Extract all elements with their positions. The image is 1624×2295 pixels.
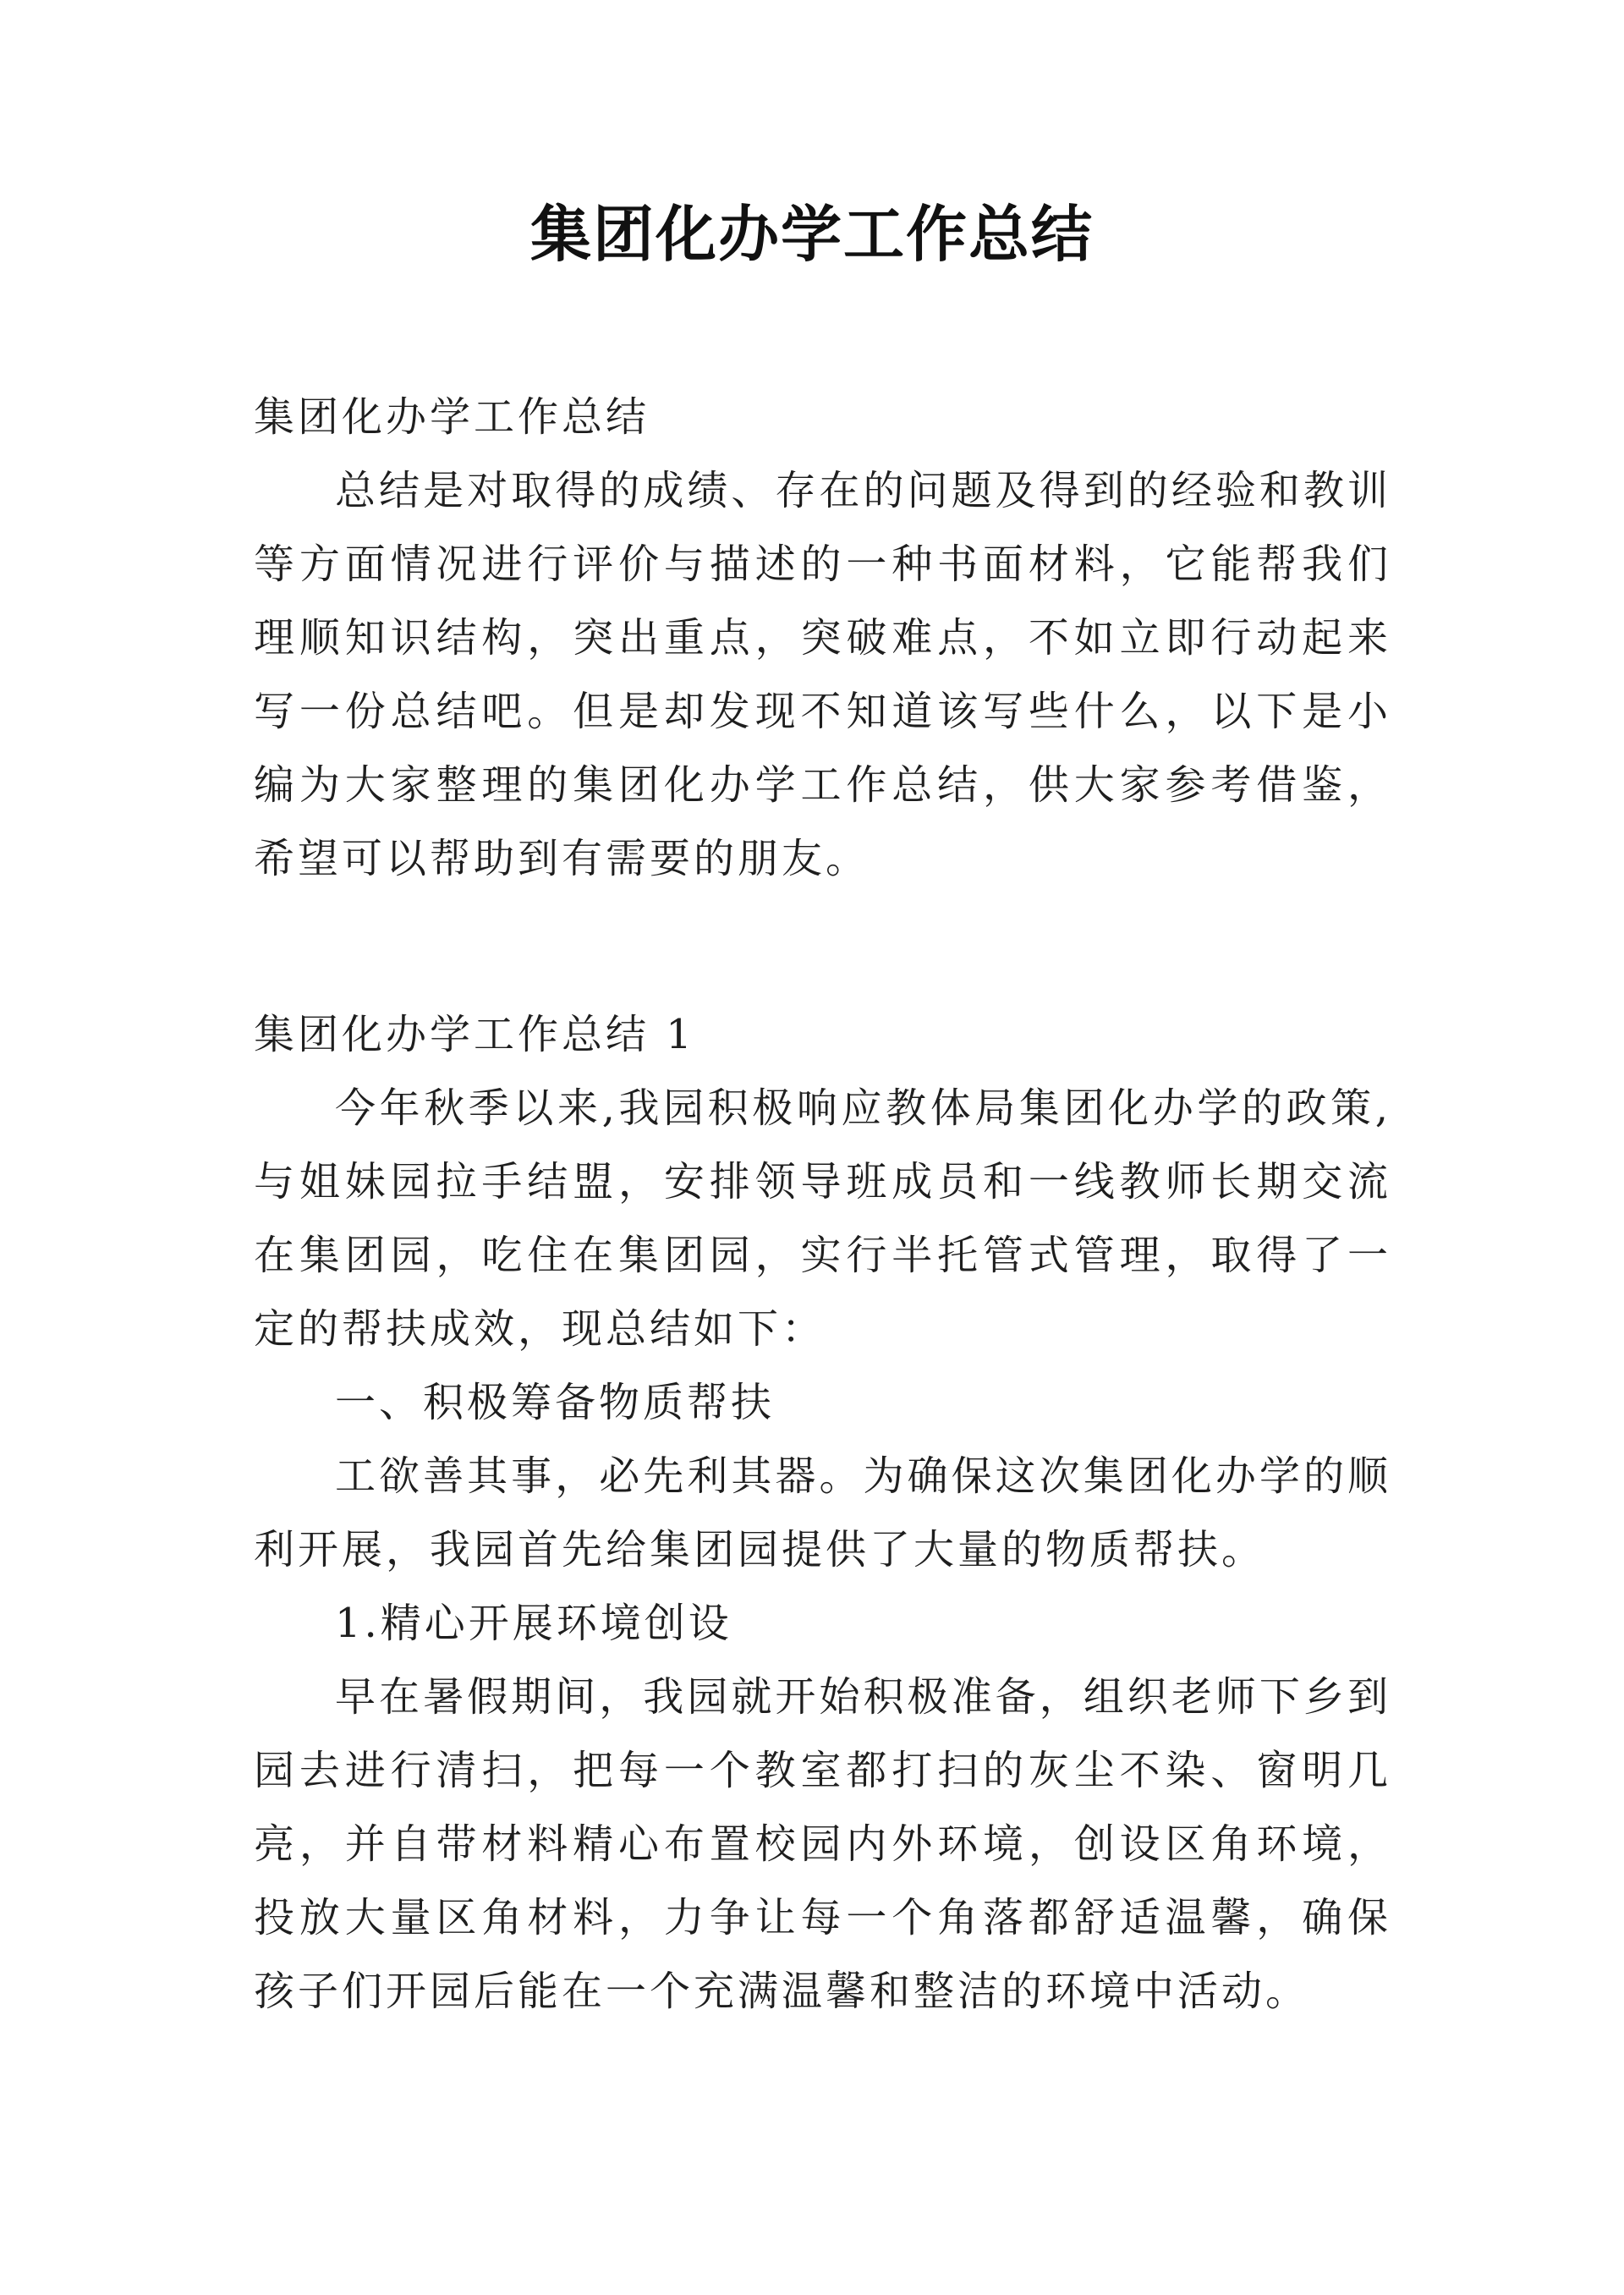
subheading-environment: 1.精心开展环境创设 [335, 1600, 732, 1647]
body-paragraph: 早在暑假期间，我园就开始积极准备，组织老师下乡到园去进行清扫，把每一个教室都打扫的灰尘不染、窗明几亮，并自带材料精心布置校园内外环境，创设区角环境，投放大量区角材料，力争让每一个角落都舒适温馨，确保孩子们开园后能在一个充满温馨和整洁的环境中活动。 [254, 1673, 1391, 2015]
subheading-material-support: 一、积极筹备物质帮扶 [335, 1379, 776, 1426]
body-paragraph: 工欲善其事，必先利其器。为确保这次集团化办学的顺利开展，我园首先给集团园提供了大量的物质帮扶。 [254, 1452, 1391, 1573]
section-heading: 集团化办学工作总结 1 [254, 1011, 695, 1058]
intro-paragraph: 总结是对取得的成绩、存在的问题及得到的经验和教训等方面情况进行评价与描述的一种书面材料，它能帮我们理顺知识结构，突出重点，突破难点，不如立即行动起来写一份总结吧。但是却发现不知道该写些什么，以下是小编为大家整理的集团化办学工作总结，供大家参考借鉴，希望可以帮助到有需要的朋友。 [254, 467, 1391, 882]
intro-heading: 集团化办学工作总结 [254, 393, 650, 441]
document-title: 集团化办学工作总结 [529, 199, 1094, 270]
body-paragraph: 今年秋季以来,我园积极响应教体局集团化办学的政策,与姐妹园拉手结盟，安排领导班成员和一线教师长期交流在集团园，吃住在集团园，实行半托管式管理，取得了一定的帮扶成效，现总结如下： [254, 1084, 1391, 1353]
